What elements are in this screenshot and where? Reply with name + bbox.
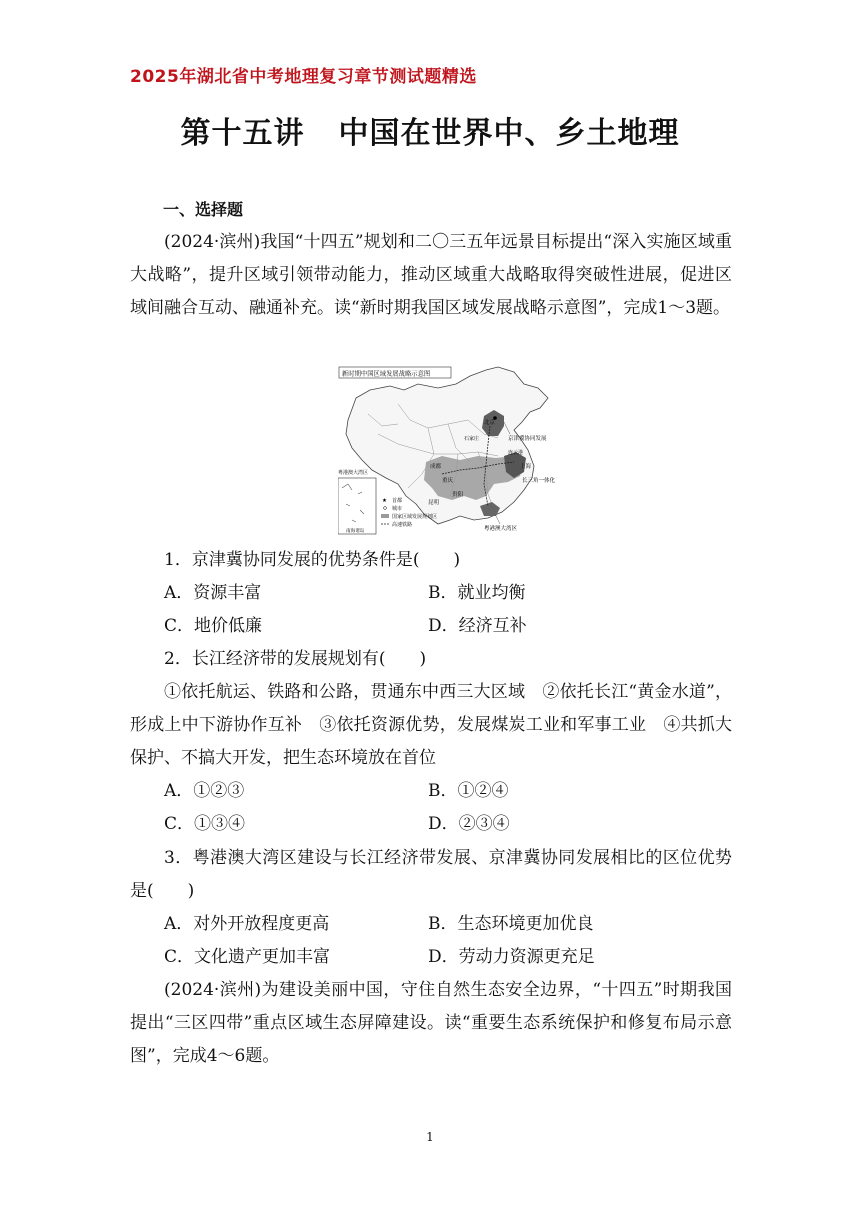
map-label-kunming: 昆明 bbox=[428, 500, 440, 506]
south-sea-inset bbox=[338, 478, 376, 534]
map-label-guiyang: 贵阳 bbox=[452, 492, 464, 498]
map-label-jjj: 京津冀协同发展 bbox=[508, 436, 547, 442]
q2-option-c: C．①③④ bbox=[164, 814, 246, 834]
q1-option-d: D．经济互补 bbox=[428, 616, 527, 636]
document-header: 2025年湖北省中考地理复习章节测试题精选 bbox=[130, 67, 477, 87]
lecture-number: 第十五讲 bbox=[180, 116, 305, 151]
intro-paragraph-1: (2024·滨州)我国“十四五”规划和二〇三五年远景目标提出“深入实施区域重大战略”，提升区域引领带动能力，推动区域重大战略取得突破性进展，促进区域间融合互动、融通补充。读“新时期我国区域发展战略示意图”，完成1～3题。 bbox=[130, 232, 732, 318]
q2-stem: 2．长江经济带的发展规划有( ) bbox=[164, 649, 427, 669]
intro-paragraph-2: (2024·滨州)为建设美丽中国，守住自然生态安全边界，“十四五”时期我国提出“三区四带”重点区域生态屏障建设。读“重要生态系统保护和修复布局示意图”，完成4～6题。 bbox=[130, 980, 732, 1066]
q2-option-a: A．①②③ bbox=[164, 781, 245, 801]
q3-stem: 3．粤港澳大湾区建设与长江经济带发展、京津冀协同发展相比的区位优势是( ) bbox=[130, 848, 732, 901]
map-label-shanghai: 上海 bbox=[520, 464, 532, 470]
q3-option-c: C．文化遗产更加丰富 bbox=[164, 947, 331, 967]
legend-city: 城市 bbox=[392, 506, 403, 512]
map-label-csj: 长三角一体化 bbox=[522, 478, 556, 484]
page-title bbox=[0, 108, 860, 152]
lecture-topic: 中国在世界中、乡土地理 bbox=[338, 116, 680, 151]
map-label-gba-inset: 粤港澳大湾区 bbox=[338, 470, 369, 476]
legend-railway: 高速铁路 bbox=[392, 522, 413, 528]
q1-option-a: A．资源丰富 bbox=[164, 583, 262, 603]
map-label-chongqing: 重庆 bbox=[442, 478, 454, 484]
q1-option-b: B．就业均衡 bbox=[428, 583, 526, 603]
map-caption: 新时期中国区域发展战略示意图 bbox=[342, 370, 431, 378]
map-label-chengdu: 成都 bbox=[430, 464, 442, 470]
q1-option-c: C．地价低廉 bbox=[164, 616, 263, 636]
map-label-lianyungang: 连云港 bbox=[508, 450, 524, 456]
q1-stem: 1．京津冀协同发展的优势条件是( ) bbox=[164, 550, 461, 570]
legend-zone: 国家区域发展规划区 bbox=[392, 514, 438, 520]
map-label-nanhai: 南海诸岛 bbox=[346, 529, 365, 534]
q3-option-d: D．劳动力资源更充足 bbox=[428, 947, 595, 967]
q3-option-b: B．生态环境更加优良 bbox=[428, 914, 594, 934]
section-heading: 一、选择题 bbox=[163, 200, 244, 219]
map-label-gba: 粤港澳大湾区 bbox=[484, 526, 518, 532]
q3-option-a: A．对外开放程度更高 bbox=[164, 914, 330, 934]
q2-body: ①依托航运、铁路和公路，贯通东中西三大区域 ②依托长江“黄金水道”，形成上中下游协作互补 ③依托资源优势，发展煤炭工业和军事工业 ④共抓大保护、不搞大开发，把生态环境放在首位 bbox=[130, 682, 732, 768]
q2-option-d: D．②③④ bbox=[428, 814, 510, 834]
legend-capital: 首都 bbox=[392, 498, 403, 504]
page-number: 1 bbox=[426, 1130, 434, 1144]
map-label-beijing: 北京 bbox=[484, 420, 496, 426]
map-label-shijiazhuang: 石家庄 bbox=[464, 436, 480, 442]
svg-text:★: ★ bbox=[382, 498, 387, 504]
regional-strategy-map bbox=[338, 364, 568, 536]
q2-option-b: B．①②④ bbox=[428, 781, 509, 801]
